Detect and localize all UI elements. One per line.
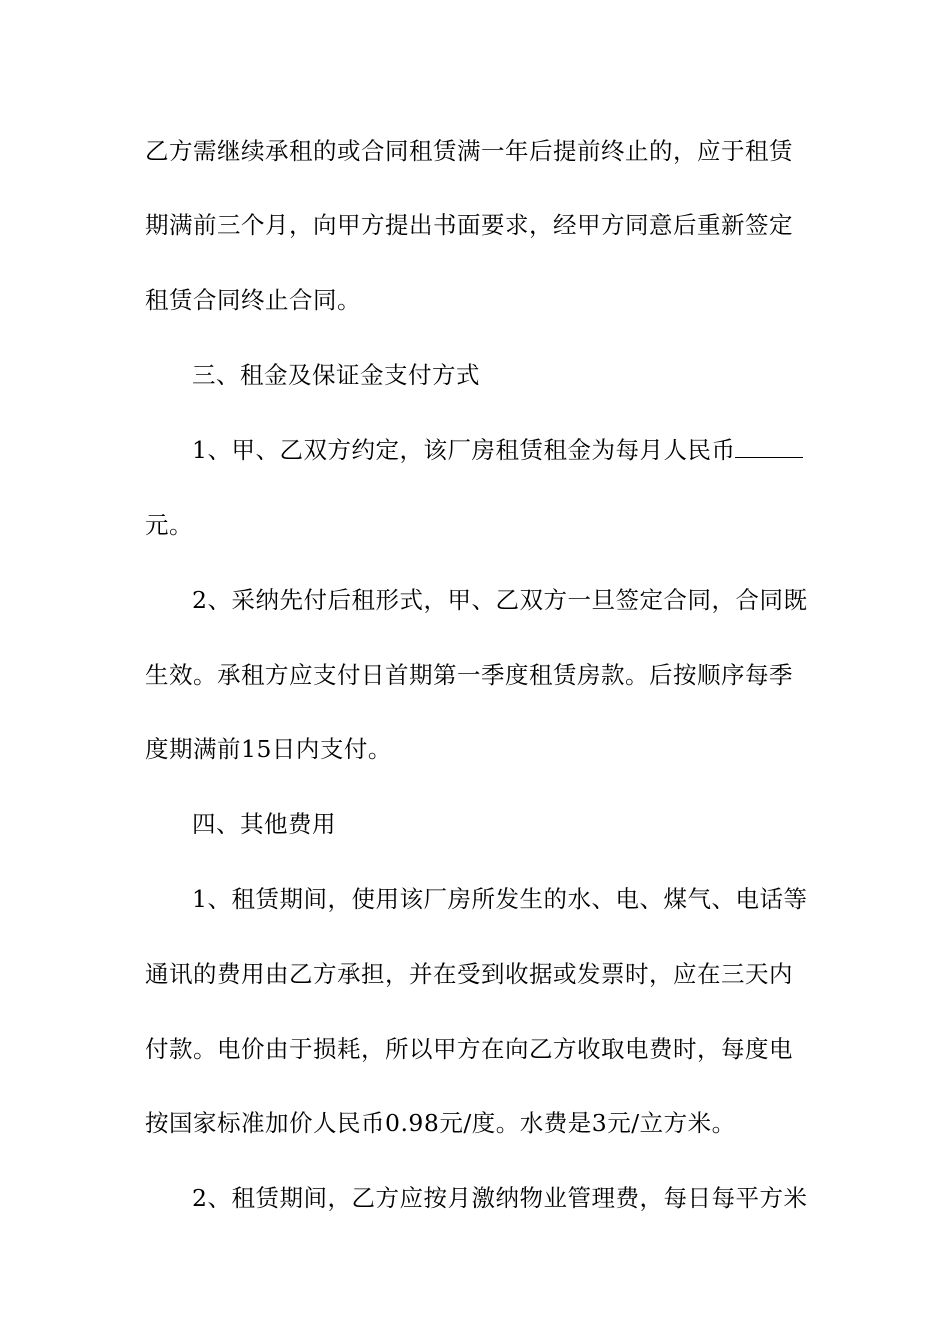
section-heading: 四、其他费用 xyxy=(192,810,336,838)
text-line: 2、采纳先付后租形式，甲、乙双方一旦签定合同，合同既 xyxy=(192,586,808,614)
text-line xyxy=(192,435,815,465)
text-line: 乙方需继续承租的或合同租赁满一年后提前终止的，应于租赁 xyxy=(145,137,793,165)
text-line: 2、租赁期间，乙方应按月激纳物业管理费，每日每平方米 xyxy=(192,1184,808,1212)
text-line-content: 1、甲、乙双方约定，该厂房租赁租金为每月人民币 xyxy=(192,436,736,464)
text-line: 付款。电价由于损耗，所以甲方在向乙方收取电费时，每度电 xyxy=(145,1035,793,1063)
text-line: 度期满前15日内支付。 xyxy=(145,735,392,763)
text-line: 期满前三个月，向甲方提出书面要求，经甲方同意后重新签定 xyxy=(145,211,793,239)
text-line: 生效。承租方应支付日首期第一季度租赁房款。后按顺序每季 xyxy=(145,661,793,689)
text-line: 通讯的费用由乙方承担，并在受到收据或发票时，应在三天内 xyxy=(145,960,793,988)
text-line: 元。 xyxy=(145,511,193,539)
text-line: 租赁合同终止合同。 xyxy=(145,286,361,314)
text-line: 按国家标准加价人民币0.98元/度。水费是3元/立方米。 xyxy=(145,1109,736,1137)
fill-in-blank xyxy=(735,435,803,458)
section-heading: 三、租金及保证金支付方式 xyxy=(192,361,480,389)
text-line: 1、租赁期间，使用该厂房所发生的水、电、煤气、电话等 xyxy=(192,885,808,913)
